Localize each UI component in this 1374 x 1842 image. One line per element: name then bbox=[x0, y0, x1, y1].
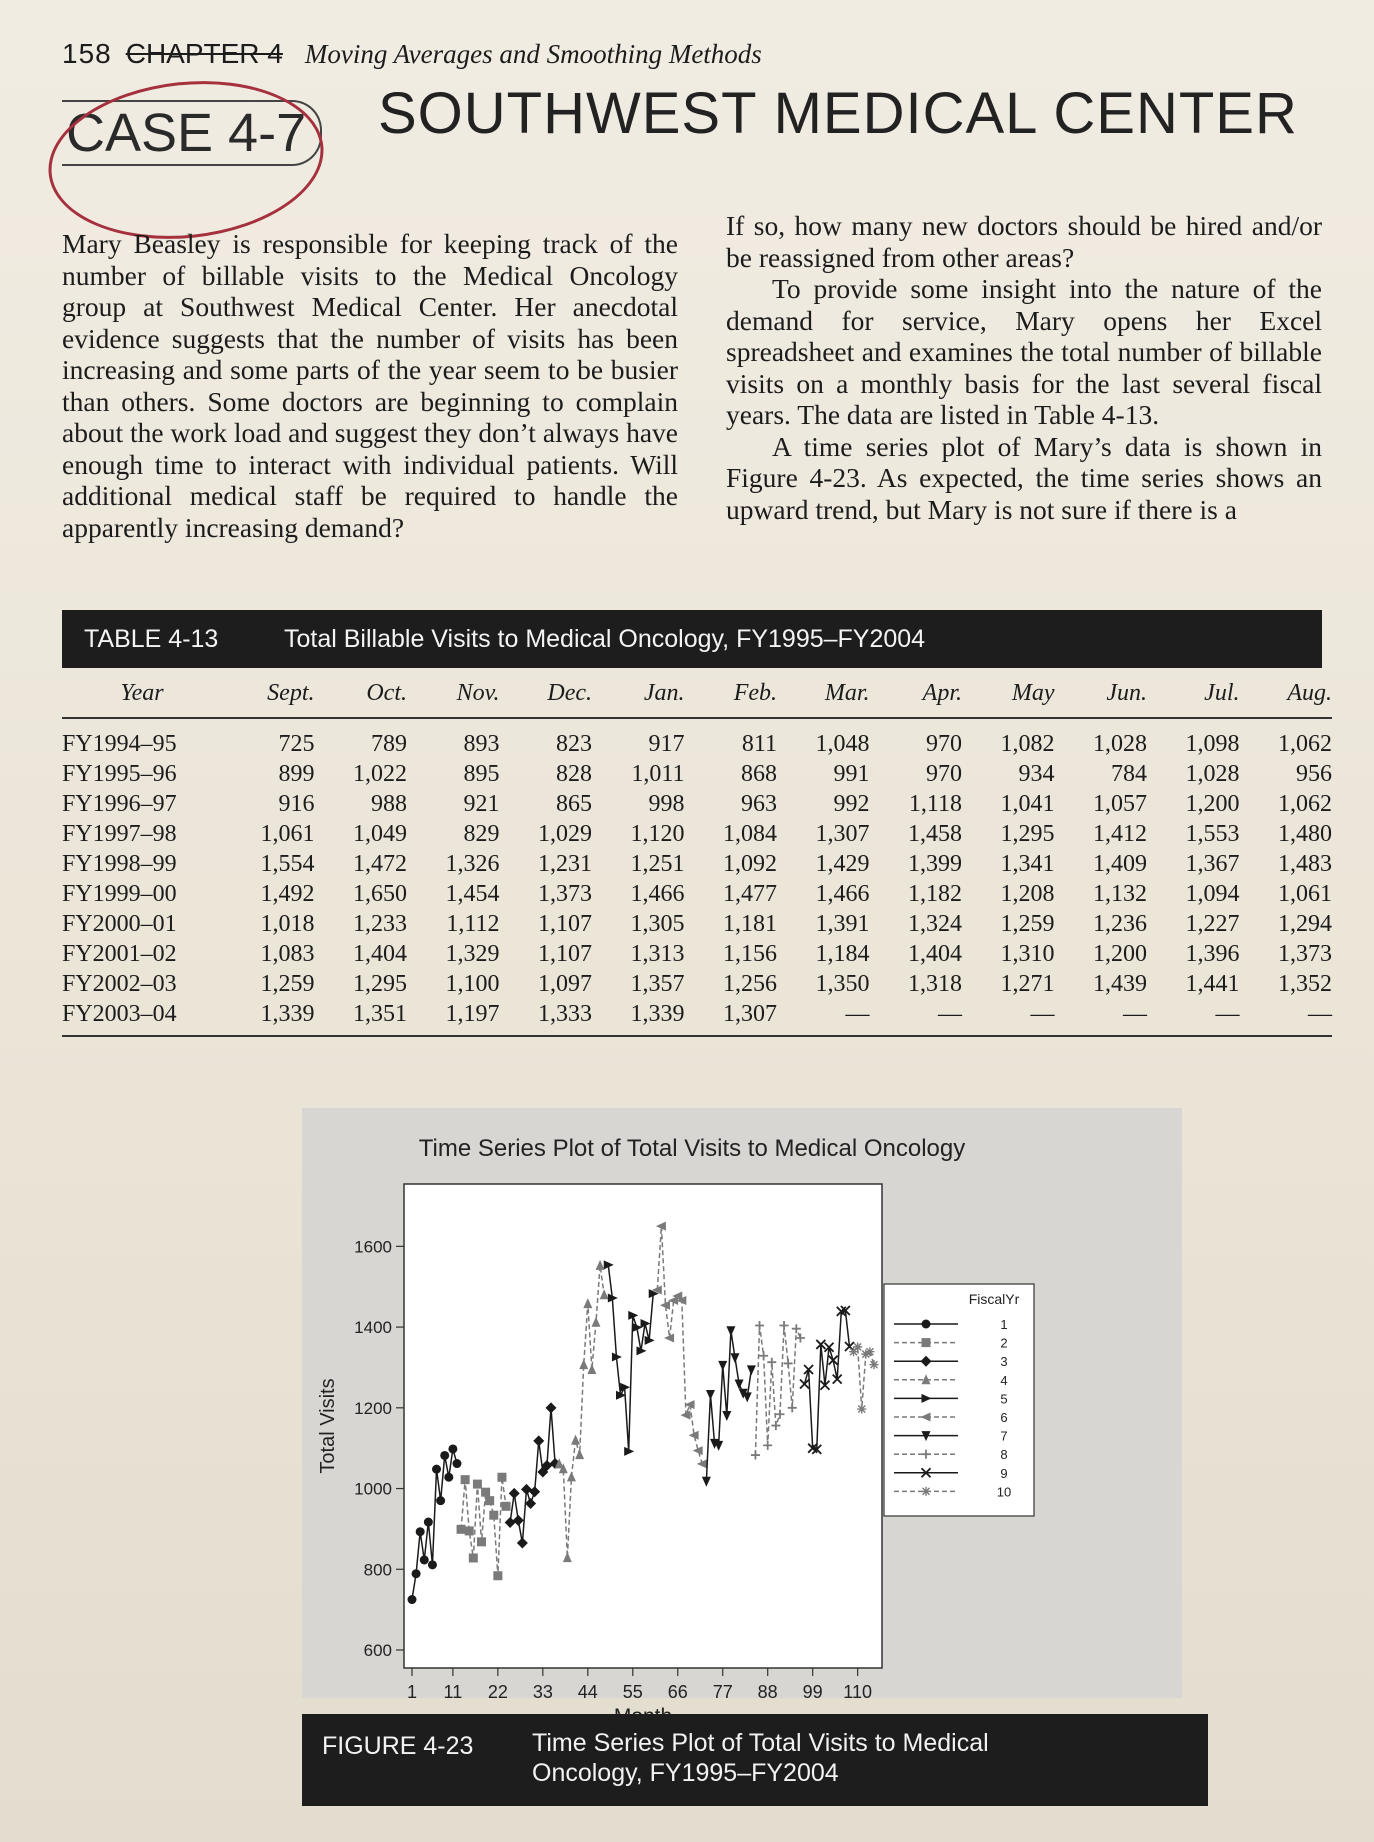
cell-value: 1,041 bbox=[1000, 791, 1055, 817]
cell-value: 1,554 bbox=[260, 851, 315, 877]
cell-value: 963 bbox=[741, 791, 777, 817]
cell-value: — bbox=[962, 999, 1055, 1036]
cell-value: 1,029 bbox=[538, 821, 592, 847]
cell-value: 1,048 bbox=[815, 731, 870, 757]
cell-value: 998 bbox=[648, 791, 685, 817]
cell-value: 829 bbox=[463, 821, 500, 847]
data-point bbox=[489, 1511, 498, 1520]
row-year: FY2003–04 bbox=[62, 999, 222, 1036]
cell-value: 1,339 bbox=[592, 999, 685, 1036]
data-point bbox=[477, 1537, 486, 1546]
case-label: CASE 4-7 bbox=[62, 100, 322, 166]
page-number: 158 bbox=[62, 38, 112, 69]
cell-value: — bbox=[777, 999, 870, 1036]
table-row bbox=[62, 909, 1332, 939]
table-row bbox=[62, 789, 1332, 819]
cell-value: 1,231 bbox=[538, 851, 592, 877]
cell-value: 1,480 bbox=[1278, 821, 1332, 847]
cell-value: 784 bbox=[1111, 761, 1147, 787]
cell-value: 1,011 bbox=[631, 761, 685, 787]
legend-box bbox=[884, 1284, 1034, 1516]
cell-value: 916 bbox=[278, 791, 315, 817]
y-tick-label: 1200 bbox=[354, 1398, 392, 1418]
legend-label: 3 bbox=[1000, 1354, 1008, 1370]
cell-value: 1,184 bbox=[815, 941, 870, 967]
cell-value: — bbox=[1055, 999, 1148, 1036]
cell-value: 1,350 bbox=[815, 971, 870, 997]
cell-value: 1,295 bbox=[1000, 821, 1055, 847]
table-row bbox=[62, 879, 1332, 909]
cell-value: 992 bbox=[833, 791, 870, 817]
cell-value: 934 bbox=[1018, 761, 1055, 787]
cell-value: 1,409 bbox=[1093, 851, 1147, 877]
cell-value: 1,092 bbox=[723, 851, 777, 877]
x-tick-label: 99 bbox=[802, 1682, 823, 1702]
data-point bbox=[865, 1347, 874, 1356]
body-paragraph: Mary Beasley is responsible for keeping track of the number of billable visits to the Medical Oncology group at Southwest Medical Center. Her anecdotal evidence suggests that the number of visits has been increasing and some parts of the year seem to be busier than others. Some doctors are beginning to complain about the work load and suggest they don’t always have enough time to interact with individual patients. Will additional medical staff be required to handle the apparently increasing demand? bbox=[62, 228, 678, 543]
cell-value: 1,061 bbox=[260, 821, 315, 847]
legend-label: 9 bbox=[1000, 1465, 1008, 1481]
cell-value: 1,466 bbox=[815, 881, 870, 907]
x-tick-label: 1 bbox=[406, 1682, 418, 1702]
x-tick-label: 22 bbox=[487, 1682, 508, 1702]
y-tick-label: 1000 bbox=[354, 1479, 392, 1499]
cell-value: 823 bbox=[556, 731, 592, 757]
column-header-month: Jan. bbox=[592, 672, 685, 718]
cell-value: 1,404 bbox=[908, 941, 962, 967]
data-point bbox=[408, 1595, 417, 1604]
visits-table bbox=[62, 672, 1332, 1037]
column-header-month: Jun. bbox=[1055, 672, 1148, 718]
cell-value: 1,259 bbox=[260, 971, 315, 997]
body-paragraph: A time series plot of Mary’s data is shown in Figure 4-23. As expected, the time series shows an upward trend, but Mary is not sure if there is a bbox=[726, 430, 1322, 525]
column-header-year: Year bbox=[62, 672, 222, 718]
hand-drawn-circle bbox=[41, 68, 332, 252]
cell-value: 1,553 bbox=[1185, 821, 1240, 847]
figure-caption: Time Series Plot of Total Visits to Medical Oncology, FY1995–FY2004 bbox=[532, 1729, 989, 1787]
data-point bbox=[428, 1560, 437, 1569]
column-header-month: Apr. bbox=[870, 672, 963, 718]
cell-value: 1,156 bbox=[723, 941, 777, 967]
cell-value: — bbox=[1240, 999, 1333, 1036]
body-paragraph: If so, how many new doctors should be hired and/or be reassigned from other areas? bbox=[726, 210, 1322, 273]
cell-value: 1,307 bbox=[685, 999, 778, 1036]
cell-value: 1,098 bbox=[1185, 731, 1240, 757]
data-point bbox=[444, 1473, 453, 1482]
cell-value: 1,057 bbox=[1093, 791, 1147, 817]
cell-value: 1,412 bbox=[1093, 821, 1147, 847]
cell-value: 1,084 bbox=[723, 821, 777, 847]
data-point bbox=[481, 1488, 490, 1497]
row-year: FY1996–97 bbox=[62, 791, 177, 817]
cell-value: 1,352 bbox=[1278, 971, 1332, 997]
data-point bbox=[440, 1451, 449, 1460]
legend-label: 1 bbox=[1000, 1317, 1008, 1332]
x-tick-label: 110 bbox=[843, 1682, 872, 1702]
column-header-month: Sept. bbox=[222, 672, 315, 718]
legend-marker bbox=[922, 1320, 931, 1329]
x-tick-label: 33 bbox=[532, 1682, 553, 1702]
legend-marker bbox=[922, 1338, 931, 1347]
data-point bbox=[485, 1496, 494, 1505]
column-header-month: Feb. bbox=[685, 672, 778, 718]
cell-value: 1,466 bbox=[630, 881, 685, 907]
table-row bbox=[62, 718, 1332, 759]
row-year: FY1998–99 bbox=[62, 851, 177, 877]
cell-value: 1,233 bbox=[353, 911, 407, 937]
legend-title: FiscalYr bbox=[968, 1291, 1020, 1307]
cell-value: 1,341 bbox=[1000, 851, 1055, 877]
data-point bbox=[493, 1571, 502, 1580]
x-tick-label: 44 bbox=[577, 1682, 598, 1702]
cell-value: 1,236 bbox=[1093, 911, 1147, 937]
body-column-right bbox=[726, 210, 1322, 525]
table-row bbox=[62, 939, 1332, 969]
cell-value: 1,256 bbox=[723, 971, 777, 997]
data-point bbox=[432, 1465, 441, 1474]
cell-value: 1,357 bbox=[630, 971, 685, 997]
y-axis-label: Total Visits bbox=[317, 1378, 339, 1474]
row-year: FY1999–00 bbox=[62, 881, 177, 907]
cell-value: 1,197 bbox=[407, 999, 500, 1036]
legend-label: 6 bbox=[1000, 1410, 1008, 1425]
cell-value: 1,132 bbox=[1093, 881, 1147, 907]
cell-value: 1,326 bbox=[445, 851, 500, 877]
cell-value: 1,483 bbox=[1278, 851, 1332, 877]
table-row bbox=[62, 759, 1332, 789]
cell-value: 1,120 bbox=[630, 821, 685, 847]
data-point bbox=[853, 1342, 862, 1351]
cell-value: 1,028 bbox=[1185, 761, 1240, 787]
data-point bbox=[469, 1553, 478, 1562]
y-tick-label: 600 bbox=[363, 1641, 392, 1660]
cell-value: 1,200 bbox=[1185, 791, 1240, 817]
cell-value: 1,259 bbox=[1000, 911, 1055, 937]
row-year: FY2000–01 bbox=[62, 911, 177, 937]
cell-value: 1,318 bbox=[908, 971, 962, 997]
cell-value: 1,367 bbox=[1185, 851, 1240, 877]
chapter-title: Moving Averages and Smoothing Methods bbox=[304, 39, 762, 69]
y-tick-label: 1600 bbox=[354, 1237, 392, 1257]
cell-value: 1,373 bbox=[538, 881, 592, 907]
column-header-month: Oct. bbox=[315, 672, 408, 718]
cell-value: 725 bbox=[278, 731, 315, 757]
data-point bbox=[436, 1496, 445, 1505]
cell-value: 1,329 bbox=[445, 941, 500, 967]
figure-label: FIGURE 4-23 bbox=[322, 1732, 474, 1760]
table-row bbox=[62, 819, 1332, 849]
cell-value: 1,094 bbox=[1185, 881, 1240, 907]
cell-value: 1,022 bbox=[353, 761, 407, 787]
cell-value: 1,404 bbox=[353, 941, 407, 967]
data-point bbox=[870, 1360, 879, 1369]
cell-value: 895 bbox=[463, 761, 500, 787]
cell-value: — bbox=[870, 999, 963, 1036]
table-row bbox=[62, 849, 1332, 879]
cell-value: 1,107 bbox=[538, 911, 592, 937]
cell-value: 1,028 bbox=[1093, 731, 1147, 757]
cell-value: 1,477 bbox=[723, 881, 777, 907]
data-point bbox=[452, 1459, 461, 1468]
cell-value: 1,227 bbox=[1185, 911, 1240, 937]
cell-value: 991 bbox=[833, 761, 870, 787]
cell-value: 1,429 bbox=[815, 851, 870, 877]
cell-value: — bbox=[1147, 999, 1240, 1036]
cell-value: 1,062 bbox=[1278, 731, 1332, 757]
cell-value: 921 bbox=[463, 791, 500, 817]
cell-value: 1,492 bbox=[260, 881, 315, 907]
cell-value: 1,208 bbox=[1000, 881, 1055, 907]
cell-value: 1,018 bbox=[260, 911, 315, 937]
y-tick-label: 1400 bbox=[354, 1318, 392, 1338]
cell-value: 1,305 bbox=[630, 911, 685, 937]
cell-value: 1,650 bbox=[353, 881, 407, 907]
table-row bbox=[62, 999, 1332, 1036]
case-title: SOUTHWEST MEDICAL CENTER bbox=[378, 81, 1298, 146]
figure-plot-area bbox=[302, 1108, 1182, 1702]
cell-value: 1,062 bbox=[1278, 791, 1332, 817]
data-point bbox=[465, 1526, 474, 1535]
cell-value: 1,200 bbox=[1093, 941, 1147, 967]
column-header-month: Mar. bbox=[777, 672, 870, 718]
cell-value: 1,399 bbox=[908, 851, 962, 877]
cell-value: 893 bbox=[463, 731, 500, 757]
data-point bbox=[420, 1555, 429, 1564]
row-year: FY2001–02 bbox=[62, 941, 177, 967]
legend-label: 8 bbox=[1000, 1447, 1008, 1463]
cell-value: 1,181 bbox=[723, 911, 777, 937]
data-point bbox=[461, 1475, 470, 1484]
data-point bbox=[457, 1525, 466, 1534]
row-year: FY1997–98 bbox=[62, 821, 177, 847]
cell-value: 1,271 bbox=[1000, 971, 1055, 997]
cell-value: 988 bbox=[371, 791, 407, 817]
data-point bbox=[412, 1569, 421, 1578]
legend-label: 5 bbox=[1000, 1391, 1008, 1407]
x-tick-label: 55 bbox=[622, 1682, 643, 1702]
row-year: FY1995–96 bbox=[62, 761, 177, 787]
column-header-month: Jul. bbox=[1147, 672, 1240, 718]
cell-value: 1,373 bbox=[1278, 941, 1332, 967]
x-tick-label: 11 bbox=[443, 1682, 463, 1702]
body-paragraph: To provide some insight into the nature of the demand for service, Mary opens her Excel spreadsheet and examines the total number of billable visits on a monthly basis for the last several fiscal years. The data are listed in Table 4-13. bbox=[726, 273, 1322, 430]
figure-caption-banner bbox=[302, 1714, 1208, 1806]
cell-value: 970 bbox=[926, 731, 962, 757]
cell-value: 811 bbox=[741, 731, 777, 757]
cell-value: 868 bbox=[741, 761, 777, 787]
table-title: Total Billable Visits to Medical Oncology, FY1995–FY2004 bbox=[284, 624, 926, 653]
cell-value: 1,107 bbox=[538, 941, 592, 967]
table-row bbox=[62, 969, 1332, 999]
legend-label: 4 bbox=[1000, 1372, 1008, 1388]
cell-value: 1,313 bbox=[630, 941, 685, 967]
data-point bbox=[502, 1502, 511, 1511]
cell-value: 956 bbox=[1296, 761, 1332, 787]
cell-value: 1,100 bbox=[445, 971, 500, 997]
cell-value: 1,391 bbox=[815, 911, 870, 937]
cell-value: 1,439 bbox=[1093, 971, 1147, 997]
column-header-month: Dec. bbox=[500, 672, 593, 718]
time-series-chart bbox=[302, 1108, 1182, 1702]
data-point bbox=[473, 1480, 482, 1489]
cell-value: 1,097 bbox=[538, 971, 592, 997]
body-column-left bbox=[62, 228, 678, 543]
cell-value: 1,324 bbox=[908, 911, 962, 937]
column-header-month: Nov. bbox=[407, 672, 500, 718]
cell-value: 1,396 bbox=[1185, 941, 1240, 967]
cell-value: 1,310 bbox=[1000, 941, 1055, 967]
cell-value: 1,458 bbox=[908, 821, 962, 847]
cell-value: 970 bbox=[926, 761, 962, 787]
cell-value: 1,061 bbox=[1278, 881, 1332, 907]
data-point bbox=[857, 1405, 866, 1414]
running-head bbox=[62, 38, 762, 70]
legend-label: 2 bbox=[1000, 1335, 1008, 1351]
column-header-month: Aug. bbox=[1240, 672, 1333, 718]
cell-value: 1,351 bbox=[315, 999, 408, 1036]
cell-value: 789 bbox=[371, 731, 407, 757]
data-point bbox=[416, 1527, 425, 1536]
cell-value: 1,251 bbox=[630, 851, 685, 877]
data-point bbox=[448, 1444, 457, 1453]
x-tick-label: 77 bbox=[712, 1682, 733, 1702]
chart-title: Time Series Plot of Total Visits to Medical Oncology bbox=[418, 1135, 966, 1162]
cell-value: 1,454 bbox=[445, 881, 500, 907]
cell-value: 917 bbox=[648, 731, 685, 757]
cell-value: 1,307 bbox=[815, 821, 870, 847]
cell-value: 1,083 bbox=[260, 941, 315, 967]
cell-value: 828 bbox=[556, 761, 592, 787]
cell-value: 1,118 bbox=[908, 791, 962, 817]
cell-value: 1,294 bbox=[1278, 911, 1332, 937]
row-year: FY2002–03 bbox=[62, 971, 177, 997]
data-point bbox=[424, 1518, 433, 1527]
cell-value: 1,295 bbox=[353, 971, 407, 997]
table-header-row bbox=[62, 672, 1332, 718]
legend-label: 10 bbox=[996, 1484, 1012, 1500]
x-tick-label: 88 bbox=[757, 1682, 778, 1702]
legend-label: 7 bbox=[1000, 1428, 1008, 1444]
x-tick-label: 66 bbox=[667, 1682, 688, 1702]
cell-value: 1,472 bbox=[353, 851, 407, 877]
cell-value: 1,333 bbox=[500, 999, 593, 1036]
data-point bbox=[497, 1473, 506, 1482]
cell-value: 1,082 bbox=[1000, 731, 1055, 757]
cell-value: 1,112 bbox=[446, 911, 500, 937]
table-label: TABLE 4-13 bbox=[84, 624, 219, 653]
row-year: FY1994–95 bbox=[62, 731, 177, 757]
cell-value: 1,339 bbox=[222, 999, 315, 1036]
cell-value: 1,049 bbox=[353, 821, 407, 847]
table-banner bbox=[62, 610, 1322, 668]
column-header-month: May bbox=[962, 672, 1055, 718]
y-tick-label: 800 bbox=[363, 1560, 392, 1580]
legend-marker bbox=[922, 1487, 931, 1496]
cell-value: 865 bbox=[556, 791, 592, 817]
plot-frame bbox=[404, 1184, 882, 1668]
cell-value: 1,441 bbox=[1185, 971, 1240, 997]
chapter-label: CHAPTER 4 bbox=[125, 38, 283, 69]
cell-value: 1,182 bbox=[908, 881, 962, 907]
cell-value: 899 bbox=[278, 761, 315, 787]
